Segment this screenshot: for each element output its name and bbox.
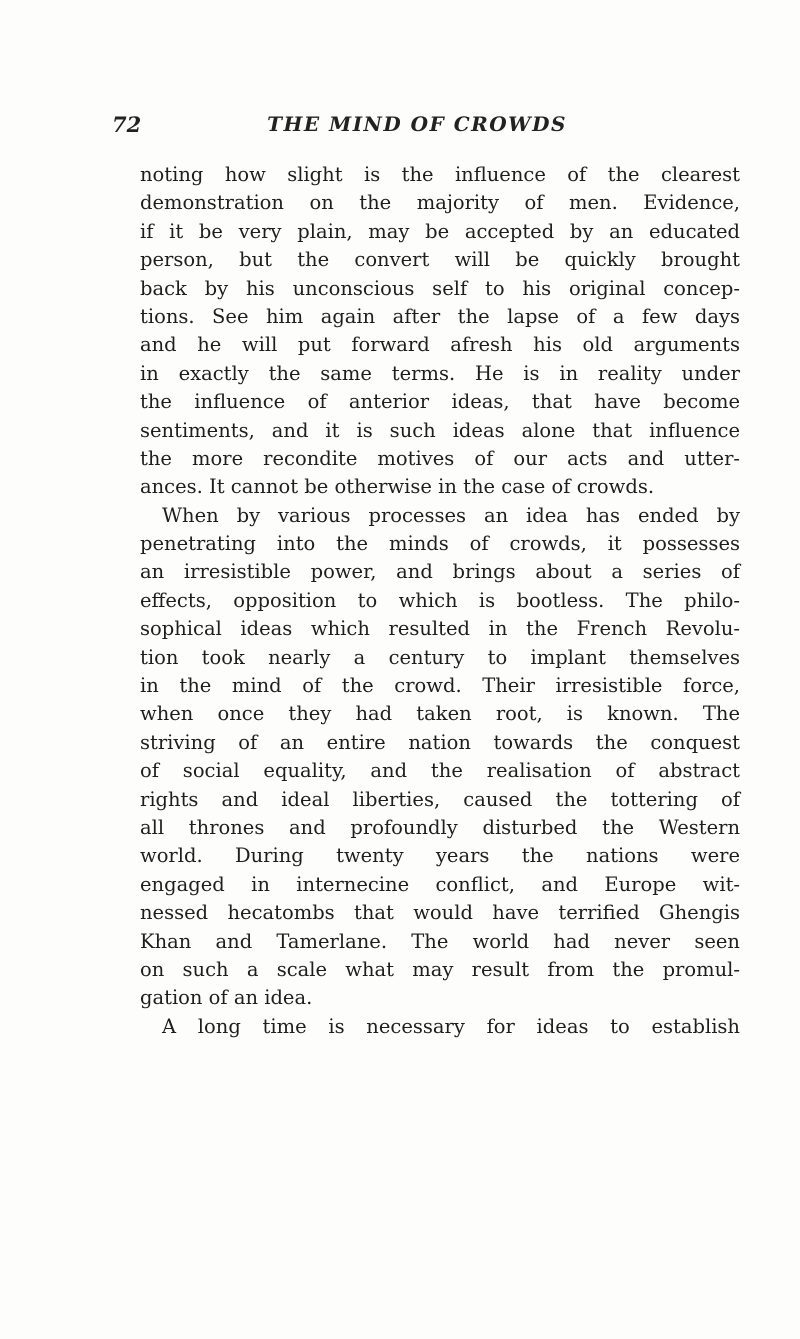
text-line: in the mind of the crowd. Their irresistible force, [140,674,740,698]
text-line: sentiments, and it is such ideas alone that influence [140,418,740,442]
text-line: noting how slight is the influence of the clearest [140,163,740,186]
text-line: of social equality, and the realisation of abstract [140,759,740,783]
text-line: striving of an entire nation towards the conquest [140,730,740,754]
text-line: in exactly the same terms. He is in reality under [140,361,740,385]
text-line: back by his unconscious self to his original concep- [140,276,740,300]
text-line: the more recondite motives of our acts and utter- [140,446,740,470]
text-line: effects, opposition to which is bootless. The philo- [140,588,740,612]
text-line: on such a scale what may result from the promul- [140,957,740,981]
text-line: if it be very plain, may be accepted by an educated [140,219,740,243]
text-line: person, but the convert will be quickly brought [140,248,740,272]
text-line: tions. See him again after the lapse of a few days [140,304,740,328]
text-line: when once they had taken root, is known. The [140,702,740,726]
page-number: 72 [112,112,142,137]
text-line: the influence of anterior ideas, that have become [140,390,740,414]
text-line: Khan and Tamerlane. The world had never seen [140,929,740,953]
text-line: When by various processes an idea has ended by [162,503,740,527]
text-line: demonstration on the majority of men. Evidence, [140,191,740,215]
body-text [140,161,740,1041]
text-line: sophical ideas which resulted in the French Revolu- [140,617,740,641]
text-line: ances. It cannot be otherwise in the case of crowds. [140,475,655,499]
text-line: A long time is necessary for ideas to establish [162,1014,740,1038]
text-line: an irresistible power, and brings about a series of [140,560,740,584]
running-head [112,112,722,148]
running-title: THE MIND OF CROWDS [267,112,567,136]
text-line: world. During twenty years the nations were [140,844,740,868]
text-line: gation of an idea. [140,986,313,1010]
text-line: all thrones and profoundly disturbed the Western [140,815,740,839]
text-line: penetrating into the minds of crowds, it possesses [140,532,740,556]
text-line: and he will put forward afresh his old arguments [140,333,740,357]
text-line: nessed hecatombs that would have terrified Ghengis [140,901,740,925]
text-line: rights and ideal liberties, caused the tottering of [140,787,740,811]
text-line: tion took nearly a century to implant themselves [140,645,740,669]
text-line: engaged in internecine conflict, and Europe wit- [140,872,740,896]
